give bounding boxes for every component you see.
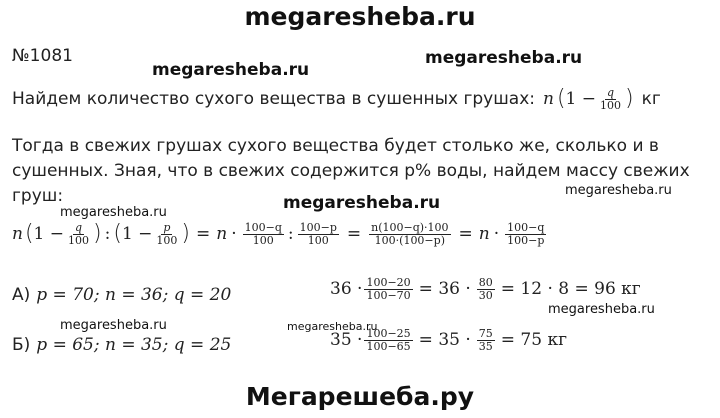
problem-number: №1081	[12, 46, 73, 66]
formula-frac-p	[154, 222, 179, 246]
frac-q-den: 100	[68, 233, 90, 247]
frac-q-num: q	[74, 221, 83, 234]
case-a-result: = 12 · 8 = 96 кг	[500, 279, 641, 300]
case-a-calc	[330, 277, 641, 301]
formula-n-2: n	[216, 224, 228, 245]
case-b-mid: = 35 ·	[418, 330, 471, 351]
case-b-frac-2-num: 75	[478, 327, 493, 340]
watermark-mid-1: megaresheba.ru	[152, 60, 310, 80]
frac-4-num: 100−q	[507, 221, 545, 234]
watermark-small-3: megaresheba.ru	[548, 302, 655, 317]
formula-colon-1: :	[104, 224, 111, 245]
para-line-1: Тогда в свежих грушах сухого вещества будет столько же, сколько и в	[12, 136, 659, 156]
para-line-3: груш:	[12, 186, 64, 206]
frac-1-num: 100−q	[244, 221, 282, 234]
case-b-coef: 35 ·	[330, 330, 363, 351]
watermark-small-5: megaresheba.ru	[287, 320, 378, 333]
formula-paren-open-2: (	[113, 221, 122, 247]
fraction-numerator: q	[606, 86, 615, 99]
formula-paren-close-1: )	[93, 221, 102, 247]
case-b-calc	[330, 328, 567, 352]
case-a-frac-2-den: 30	[478, 288, 493, 302]
case-a-frac-1	[364, 277, 412, 301]
formula-n-3: n	[478, 224, 490, 245]
formula-eq-1: =	[196, 224, 211, 245]
formula-n: n	[12, 224, 23, 245]
case-b-result: = 75 кг	[500, 330, 567, 351]
case-a-frac-1-num: 100−20	[366, 276, 411, 289]
case-b-frac-2-den: 35	[478, 339, 493, 353]
formula-eq-2: =	[346, 224, 362, 245]
frac-p-num: p	[163, 221, 171, 234]
one-minus: 1 −	[565, 89, 597, 110]
case-a-label: А)	[12, 285, 31, 305]
case-a-frac-1-den: 100−70	[366, 288, 411, 302]
watermark-mid-3: megaresheba.ru	[283, 193, 441, 213]
formula-frac-3	[369, 222, 450, 246]
var-n: n	[543, 89, 554, 110]
case-b-frac-1-den: 100−65	[366, 339, 411, 353]
frac-4-den: 100−p	[507, 233, 545, 247]
formula-frac-2	[298, 222, 339, 246]
watermark-small-1: megaresheba.ru	[565, 183, 672, 198]
watermark-bottom: Мегарешеба.ру	[245, 382, 475, 411]
frac-3-num: n(100−q)·100	[371, 221, 449, 234]
formula-frac-1	[243, 222, 284, 246]
case-a-params	[12, 285, 231, 305]
case-b-frac-1	[364, 328, 412, 352]
case-a-coef: 36 ·	[330, 279, 363, 300]
line-dry-matter	[12, 87, 661, 111]
case-b-label: Б)	[12, 335, 31, 355]
case-a-mid: = 36 ·	[418, 279, 471, 300]
frac-2-den: 100	[307, 233, 329, 247]
paren-close: )	[625, 86, 634, 112]
frac-1-den: 100	[252, 233, 274, 247]
case-b-params	[12, 335, 231, 355]
para-line-2: сушенных. Зная, что в свежих содержится р% воды, найдем массу свежих	[12, 161, 690, 181]
case-b-frac-2	[477, 328, 495, 352]
watermark-small-2: megaresheba.ru	[60, 205, 167, 220]
case-b-frac-1-num: 100−25	[366, 327, 411, 340]
frac-3-den: 100·(100−p)	[374, 233, 445, 247]
case-b-values: p = 65; n = 35; q = 25	[36, 335, 232, 355]
case-a-values: p = 70; n = 36; q = 20	[36, 285, 232, 305]
case-a-frac-2-num: 80	[478, 276, 493, 289]
unit-kg: кг	[641, 89, 661, 110]
watermark-top: megaresheba.ru	[244, 2, 476, 31]
watermark-mid-2: megaresheba.ru	[425, 48, 583, 68]
watermark-small-4: megaresheba.ru	[60, 318, 167, 333]
formula-paren-close-2: )	[181, 221, 190, 247]
paren-open: (	[556, 86, 566, 112]
formula-dot-2: ·	[493, 224, 500, 245]
formula-eq-3: =	[458, 224, 473, 245]
fraction-denominator: 100	[600, 98, 622, 112]
formula-dot: ·	[231, 224, 237, 245]
case-a-frac-2	[477, 277, 495, 301]
formula-colon-2: :	[287, 224, 294, 245]
formula-frac-4	[505, 222, 546, 246]
main-formula	[12, 222, 548, 246]
frac-p-den: 100	[156, 233, 178, 247]
formula-one-minus-1: 1 −	[33, 224, 65, 245]
line-dry-matter-text: Найдем количество сухого вещества в сушенных грушах:	[12, 89, 535, 110]
fraction-q-100	[598, 87, 623, 111]
formula-one-minus-2: 1 −	[121, 224, 153, 245]
frac-2-num: 100−p	[299, 221, 337, 234]
formula-paren-open-1: (	[24, 221, 34, 247]
formula-frac-q	[66, 222, 91, 246]
